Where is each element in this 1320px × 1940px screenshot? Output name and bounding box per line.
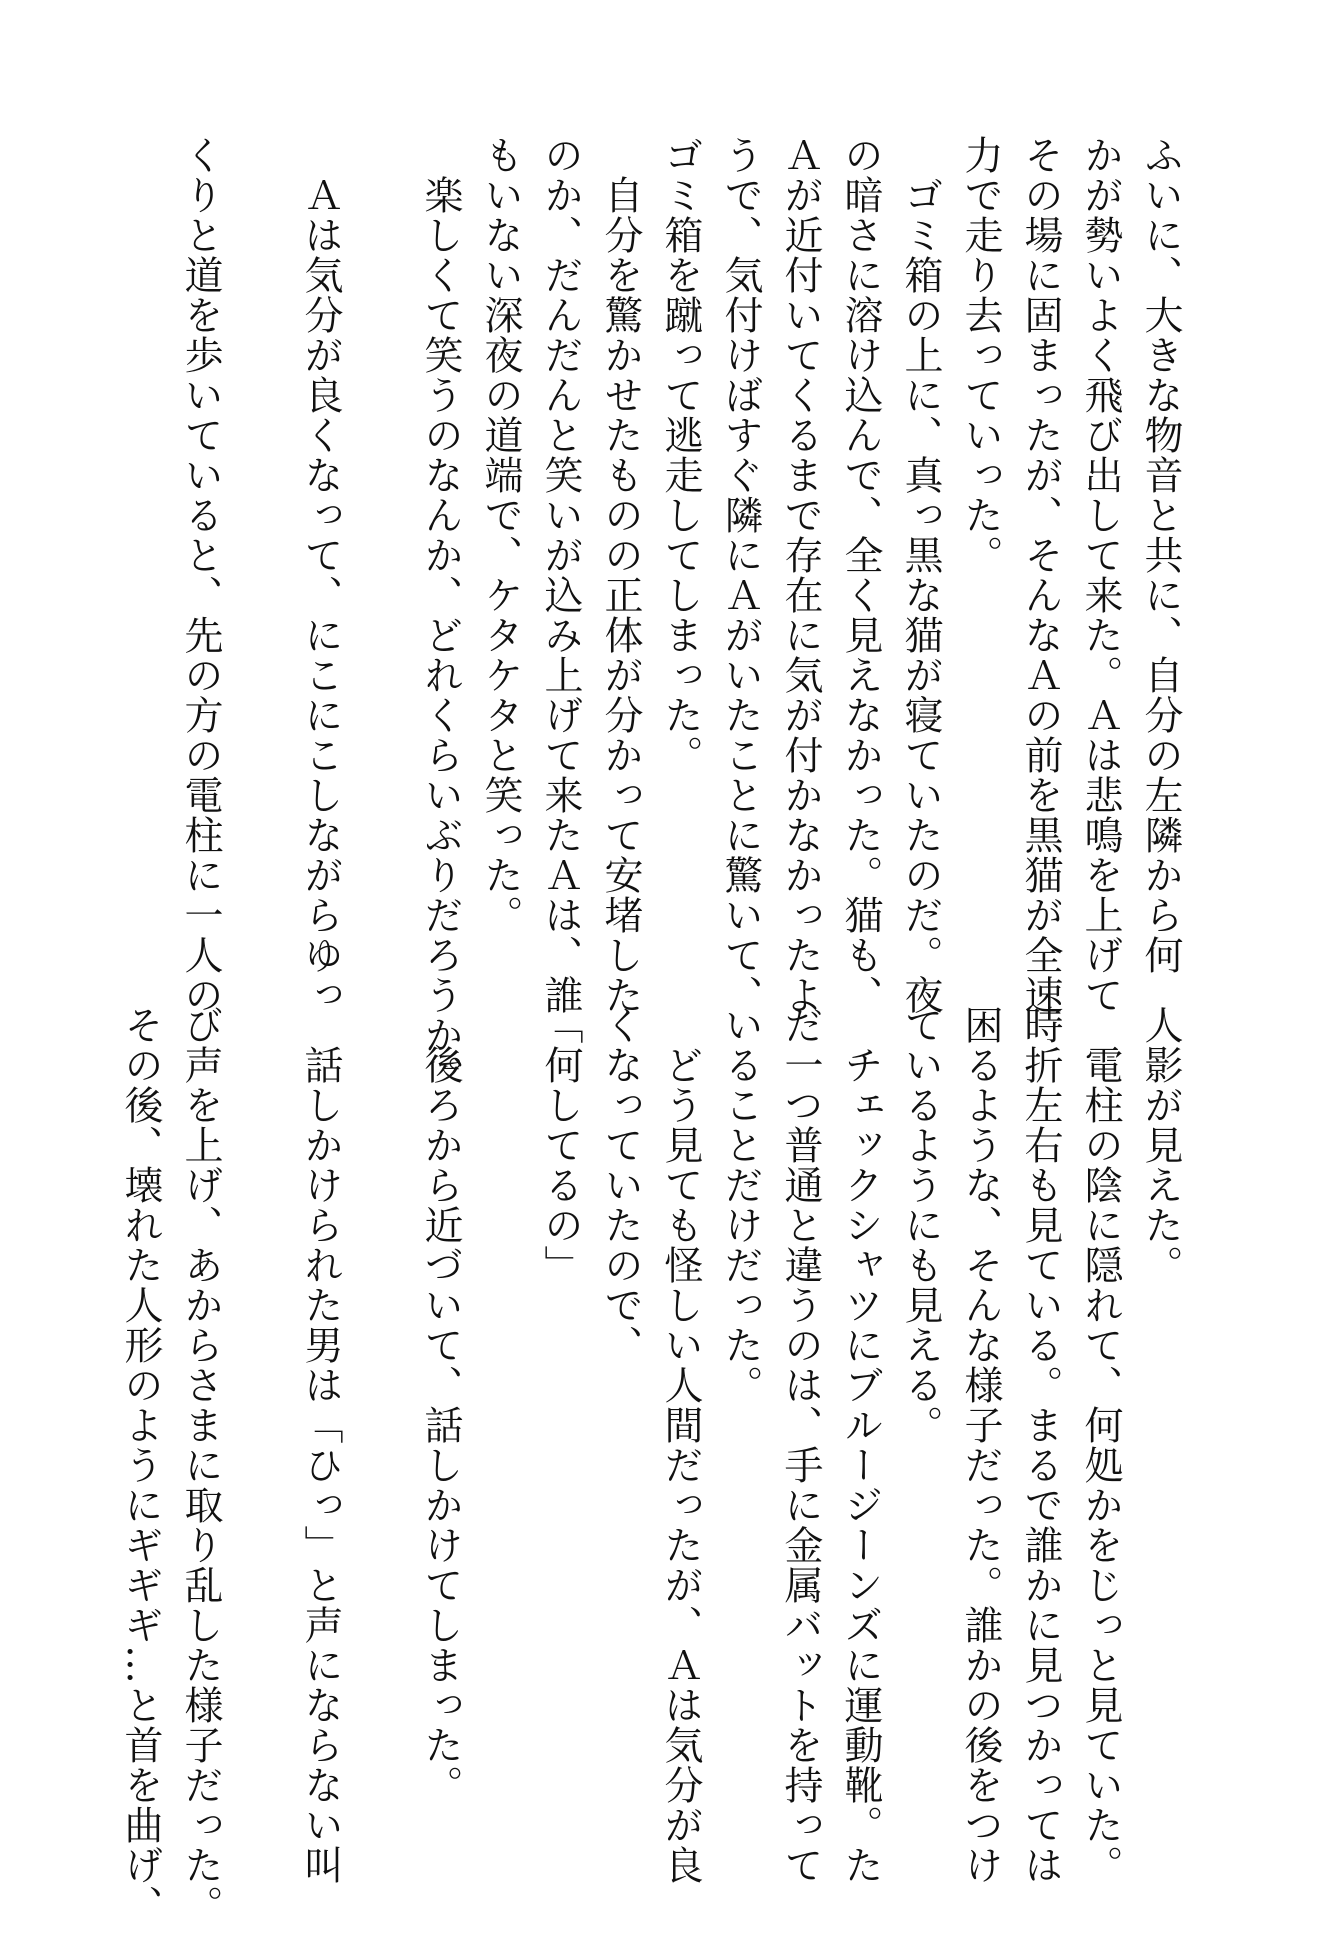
text-line: Ａは気分が良くなって、にこにこしながらゆっ [298, 135, 343, 1015]
text-line: その場に固まったが、そんなＡの前を黒猫が全速 [1018, 135, 1063, 1015]
text-line: 電柱の陰に隠れて、何処かをじっと見ていた。 [1078, 1005, 1123, 1885]
text-line: くなっていたので、 [598, 1005, 643, 1365]
text-line: 時折左右も見ている。まるで誰かに見つかっては [1018, 1005, 1063, 1885]
text-line: だ一つ普通と違うのは、手に金属バットを持って [778, 1005, 823, 1885]
text-line: いることだけだった。 [718, 1005, 763, 1405]
text-line: 後ろから近づいて、話しかけてしまった。 [418, 1005, 463, 1805]
text-line: ふいに、大きな物音と共に、自分の左隣から何 [1138, 135, 1183, 975]
upper-text-block [120, 135, 1190, 1095]
text-line: 力で走り去っていった。 [958, 135, 1003, 575]
text-line: その後、壊れた人形のようにギギギ…と首を曲げ、 [118, 1005, 163, 1925]
text-line: かが勢いよく飛び出して来た。Ａは悲鳴を上げて [1078, 135, 1123, 1015]
text-line: チェックシャツにブルージーンズに運動靴。た [838, 1005, 883, 1885]
text-line: どう見ても怪しい人間だったが、Ａは気分が良 [658, 1005, 703, 1885]
text-line: Ａが近付いてくるまで存在に気が付かなかったよ [778, 135, 823, 1015]
text-line: ているようにも見える。 [898, 1005, 943, 1445]
text-line: の暗さに溶け込んで、全く見えなかった。猫も、 [838, 135, 883, 1015]
text-line: 困るような、そんな様子だった。誰かの後をつけ [958, 1005, 1003, 1885]
text-line: 自分を驚かせたものの正体が分かって安堵した [598, 135, 643, 1015]
text-line: 楽しくて笑うのなんか、どれくらいぶりだろうか。 [418, 135, 463, 1095]
dialogue-line: 「何してるの」 [538, 1005, 583, 1285]
text-line: のか、だんだんと笑いが込み上げて来たＡは、誰 [538, 135, 583, 1015]
text-line: くりと道を歩いていると、先の方の電柱に一人の [178, 135, 223, 1015]
text-line: うで、気付けばすぐ隣にＡがいたことに驚いて、 [718, 135, 763, 1015]
text-line: び声を上げ、あからさまに取り乱した様子だった。 [178, 1005, 223, 1925]
text-line: ゴミ箱の上に、真っ黒な猫が寝ていたのだ。夜 [898, 135, 943, 1015]
text-line: もいない深夜の道端で、ケタケタと笑った。 [478, 135, 523, 935]
lower-text-block [118, 1005, 1190, 1925]
text-line: ゴミ箱を蹴って逃走してしまった。 [658, 135, 703, 775]
text-line: 人影が見えた。 [1138, 1005, 1183, 1285]
text-line: 話しかけられた男は「ひっ」と声にならない叫 [298, 1005, 343, 1885]
